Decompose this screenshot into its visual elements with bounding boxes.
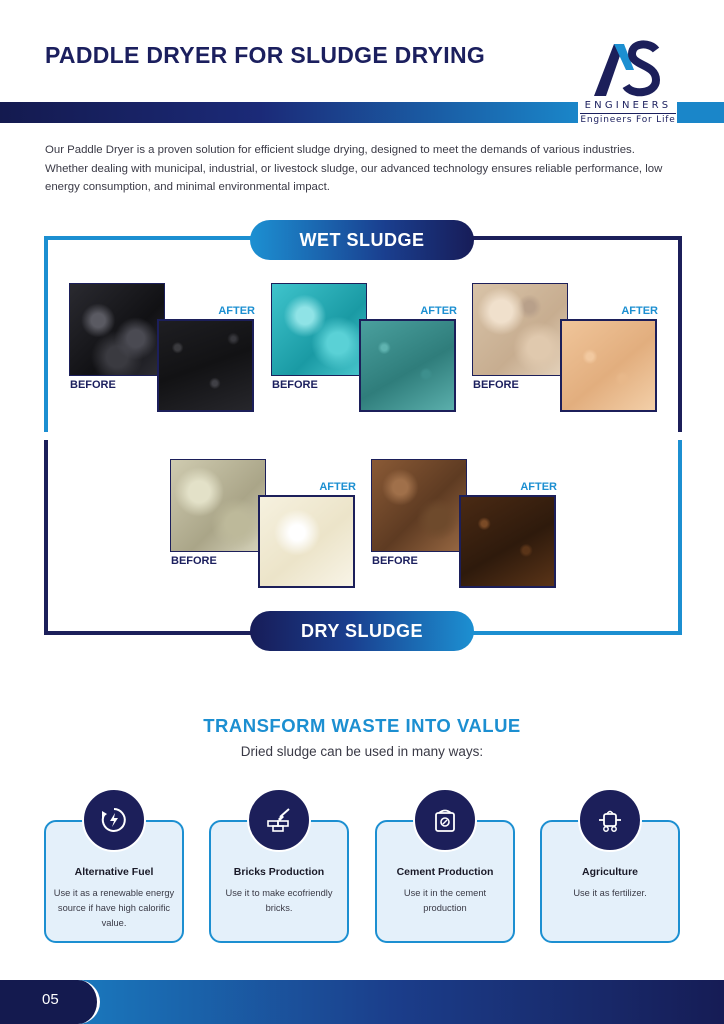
- as-logo-mark-icon: [592, 40, 664, 98]
- before-photo: [472, 283, 568, 376]
- company-logo: [578, 40, 678, 126]
- card-text: Use it as a renewable energy source if have high calorific value.: [53, 888, 175, 928]
- after-label: AFTER: [218, 305, 255, 317]
- card-title: Bricks Production: [233, 866, 325, 878]
- sludge-sample-beige: [472, 283, 662, 413]
- frame-line-right-upper: [678, 236, 682, 432]
- card-title: Alternative Fuel: [74, 866, 154, 878]
- sludge-sample-teal: [271, 283, 461, 413]
- frame-line-bottom-right: [470, 631, 682, 635]
- sludge-sample-brown: [371, 459, 561, 589]
- before-photo: [170, 459, 266, 552]
- cement-bag-icon: [413, 788, 477, 852]
- sludge-sample-cream: [170, 459, 360, 589]
- before-photo: [69, 283, 165, 376]
- logo-wordmark: ENGINEERS: [584, 100, 672, 111]
- after-photo: [258, 495, 355, 588]
- card-title: Cement Production: [396, 866, 494, 878]
- before-label: BEFORE: [473, 379, 519, 391]
- card-text: Use it in the cement production: [403, 888, 487, 913]
- card-text: Use it as fertilizer.: [573, 888, 647, 898]
- frame-line-left-lower: [44, 440, 48, 635]
- after-photo: [560, 319, 657, 412]
- uses-section-title: TRANSFORM WASTE INTO VALUE: [203, 715, 521, 736]
- footer-bar: [0, 980, 724, 1024]
- before-label: BEFORE: [70, 379, 116, 391]
- page-number: 05: [42, 991, 59, 1008]
- after-photo: [459, 495, 556, 588]
- bricks-trowel-icon: [247, 788, 311, 852]
- header-bar-accent: [677, 102, 724, 123]
- fertilizer-icon: [578, 788, 642, 852]
- header-bar: [0, 102, 578, 123]
- recycle-energy-icon: [82, 788, 146, 852]
- before-photo: [371, 459, 467, 552]
- sludge-sample-black: [69, 283, 259, 413]
- dry-sludge-banner: DRY SLUDGE: [250, 611, 474, 651]
- before-photo: [271, 283, 367, 376]
- page-title: PADDLE DRYER FOR SLUDGE DRYING: [45, 42, 486, 68]
- before-label: BEFORE: [171, 555, 217, 567]
- after-photo: [157, 319, 254, 412]
- frame-line-right-lower: [678, 440, 682, 635]
- frame-line-bottom-left: [44, 631, 254, 635]
- after-label: AFTER: [319, 481, 356, 493]
- logo-divider: [580, 113, 676, 114]
- after-label: AFTER: [420, 305, 457, 317]
- frame-line-top-left: [44, 236, 254, 240]
- intro-paragraph: Our Paddle Dryer is a proven solution for efficient sludge drying, designed to meet the demands of various industries. Whether dealing with municipal, industrial, or livestock sludge, our advanced technology ensures reliable performance, low energy consumption, and minimal environmental impact.: [45, 144, 663, 193]
- before-label: BEFORE: [272, 379, 318, 391]
- before-label: BEFORE: [372, 555, 418, 567]
- logo-tagline: Engineers For Life: [580, 115, 676, 125]
- uses-section-subtitle: Dried sludge can be used in many ways:: [240, 744, 484, 759]
- card-title: Agriculture: [581, 866, 638, 878]
- after-photo: [359, 319, 456, 412]
- wet-sludge-banner: WET SLUDGE: [250, 220, 474, 260]
- card-text: Use it to make ecofriendly bricks.: [225, 888, 333, 913]
- after-label: AFTER: [520, 481, 557, 493]
- after-label: AFTER: [621, 305, 658, 317]
- frame-line-top-right: [470, 236, 682, 240]
- frame-line-left-upper: [44, 236, 48, 432]
